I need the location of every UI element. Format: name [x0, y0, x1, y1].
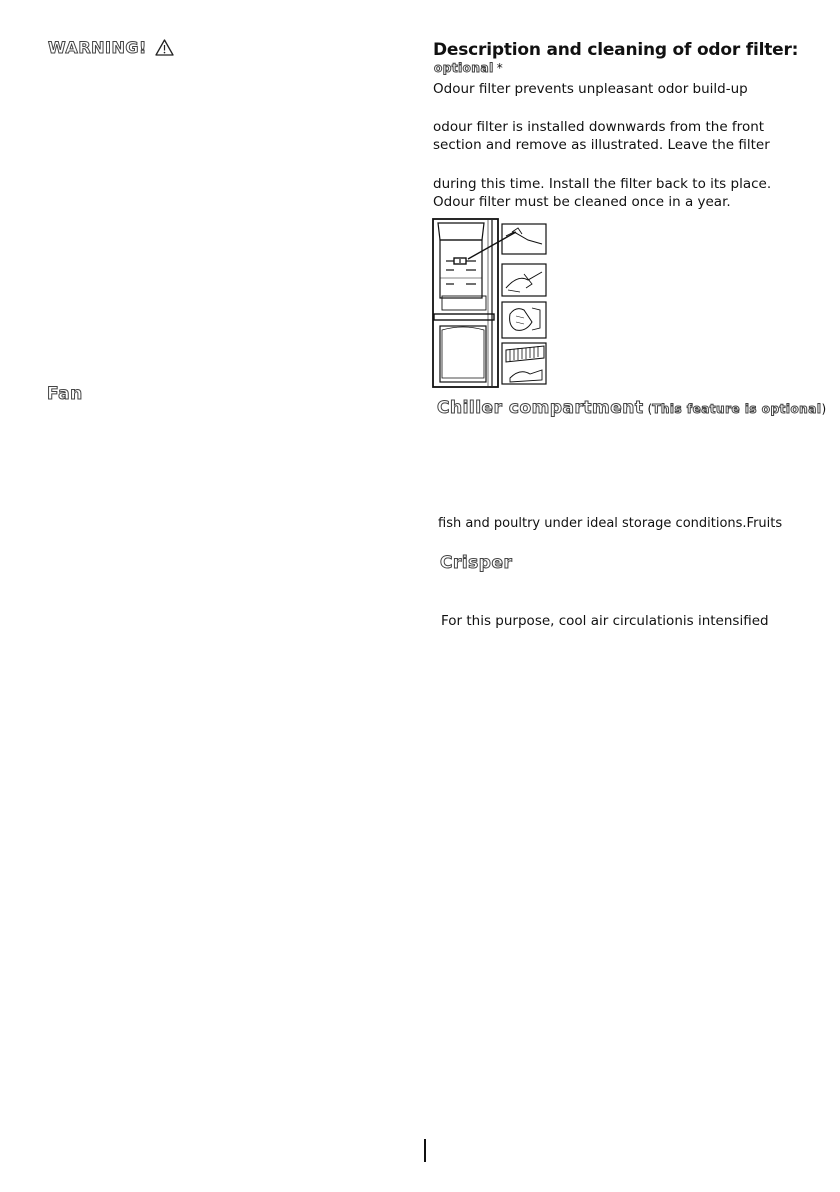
warning-triangle-icon [155, 39, 174, 56]
chiller-text-line: fish and poultry under ideal storage conditions.Fruits [438, 516, 783, 531]
crisper-text-line: For this purpose, cool air circulationis intensified [441, 613, 769, 629]
filter-line-4: during this time. Install the filter back to its place. [433, 176, 772, 192]
chiller-optional-note [648, 402, 827, 416]
warning-label: WARNING! [48, 38, 147, 57]
odor-filter-illustration [432, 218, 552, 388]
fan-heading: Fan [47, 384, 83, 404]
chiller-paren-open: ( [647, 402, 653, 416]
filter-line-5: Odour filter must be cleaned once in a year. [433, 194, 731, 210]
optional-text: optional [434, 61, 494, 75]
optional-label [434, 61, 503, 75]
odor-filter-heading: Description and cleaning of odor filter: [433, 40, 799, 60]
crisper-heading: Crisper [440, 553, 513, 573]
chiller-compartment-heading [437, 398, 826, 418]
optional-star: * [496, 61, 503, 75]
chiller-title: Chiller compartment [437, 398, 644, 418]
chiller-note-text: This feature is optional [652, 402, 822, 416]
page-marker-line [424, 1139, 426, 1162]
warning-heading [48, 38, 174, 57]
filter-line-3: section and remove as illustrated. Leave the filter [433, 137, 770, 153]
filter-line-2: odour filter is installed downwards from the front [433, 119, 765, 135]
chiller-paren-close: ) [821, 402, 827, 416]
filter-line-1: Odour filter prevents unpleasant odor build-up [433, 81, 748, 97]
